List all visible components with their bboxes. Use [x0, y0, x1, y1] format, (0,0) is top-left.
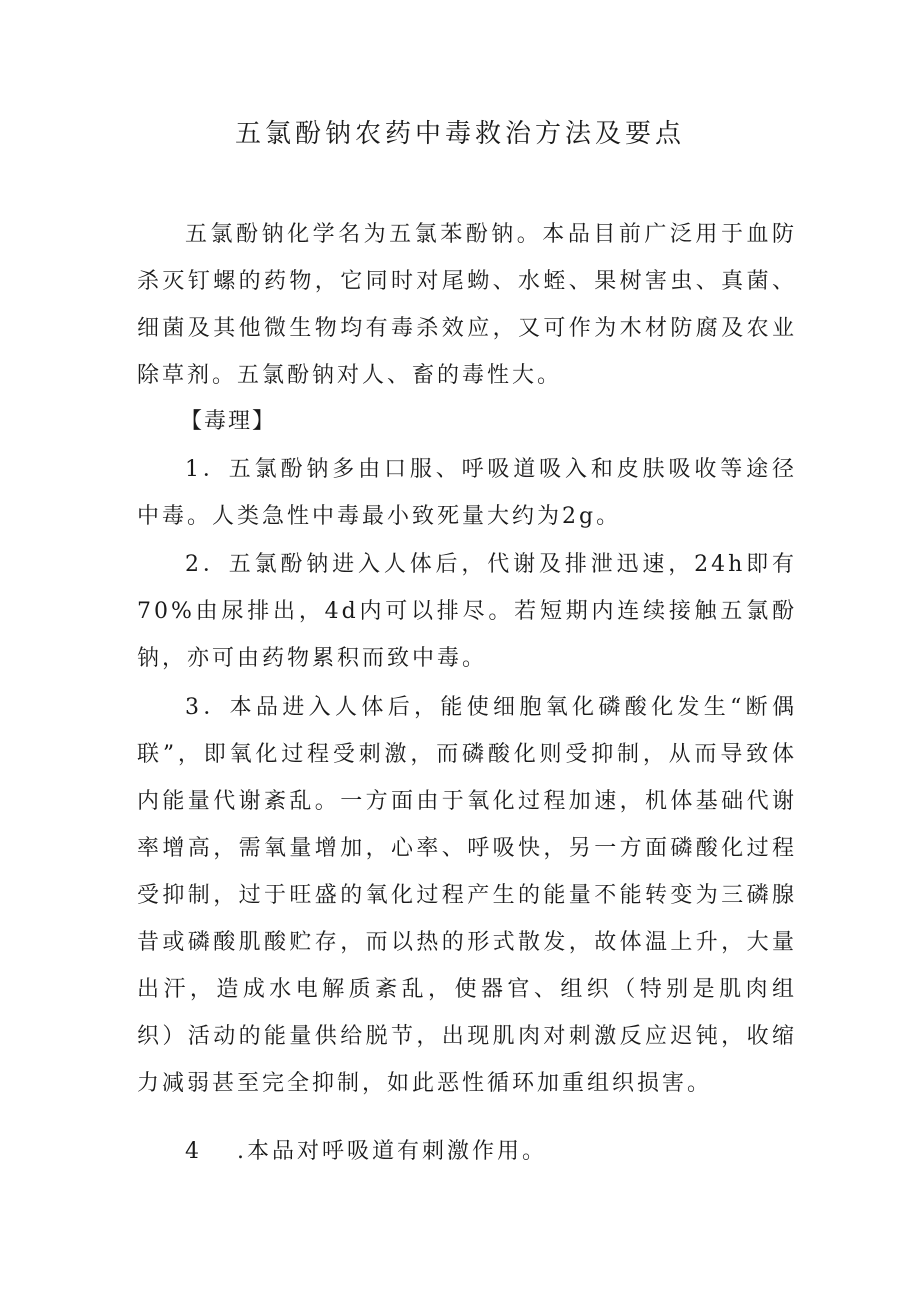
- document-title: 五氯酚钠农药中毒救治方法及要点: [234, 119, 685, 149]
- item-4-number: 4: [185, 1139, 202, 1164]
- toxicology-item-3: 3．本品进入人体后，能使细胞氧化磷酸化发生“断偶联”，即氧化过程受刺激，而磷酸化则受抑制，从而导致体内能量代谢紊乱。一方面由于氧化过程加速，机体基础代谢率增高，需氧量增加，心率、呼吸快，另一方面磷酸化过程受抑制，过于旺盛的氧化过程产生的能量不能转变为三磷腺昔或磷酸肌酸贮存，而以热的形式散发，故体温上升，大量出汗，造成水电解质紊乱，使器官、组织（特别是肌肉组织）活动的能量供给脱节，出现肌肉对刺激反应迟钝，收缩力减弱甚至完全抑制，如此恶性循环加重组织损害。: [137, 695, 797, 1096]
- toxicology-item-2: 2．五氯酚钠进入人体后，代谢及排泄迅速，24h即有70%由尿排出，4d内可以排尽。若短期内连续接触五氯酚钠，亦可由药物累积而致中毒。: [137, 552, 797, 671]
- item-4-text: .本品对呼吸道有刺激作用。: [237, 1139, 547, 1164]
- toxicology-item-4: [185, 1128, 547, 1175]
- intro-paragraph: 五氯酚钠化学名为五氯苯酚钠。本品目前广泛用于血防杀灭钉螺的药物，它同时对尾蚴、水蛭、果树害虫、真菌、细菌及其他微生物均有毒杀效应，又可作为木材防腐及农业除草剂。五氯酚钠对人、畜的毒性大。: [137, 222, 797, 388]
- toxicology-item-1: 1．五氯酚钠多由口服、呼吸道吸入和皮肤吸收等途径中毒。人类急性中毒最小致死量大约为2g。: [137, 457, 797, 529]
- section-heading-toxicology: 【毒理】: [180, 409, 277, 434]
